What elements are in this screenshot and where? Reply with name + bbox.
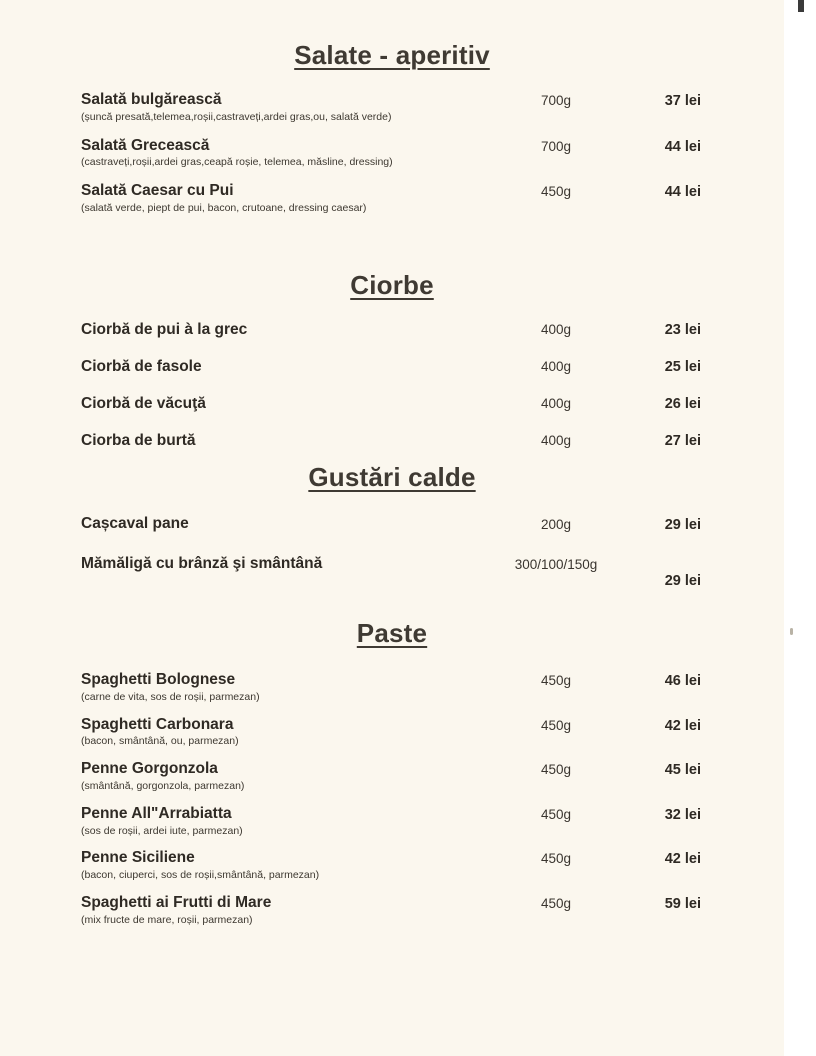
section-items-paste xyxy=(81,671,703,927)
item-name: Mămăligă cu brânză şi smântână xyxy=(81,555,323,572)
menu-item xyxy=(81,716,703,750)
item-description: (bacon, ciuperci, sos de roșii,smântână, parmezan) xyxy=(81,869,320,882)
item-price: 45 lei xyxy=(664,762,701,779)
item-quantity: 450g xyxy=(540,806,572,822)
item-name: Ciorba de burtă xyxy=(81,432,196,449)
item-price: 32 lei xyxy=(664,806,701,823)
item-description: (smântână, gorgonzola, parmezan) xyxy=(81,780,245,792)
item-quantity: 450g xyxy=(540,673,572,688)
item-name: Salată Caesar cu Pui xyxy=(81,182,234,200)
section-title-ciorbe: Ciorbe xyxy=(350,270,434,300)
section-items-salate xyxy=(81,91,703,216)
item-price: 46 lei xyxy=(664,673,701,689)
page-margin xyxy=(784,0,816,1056)
menu-item xyxy=(81,182,703,216)
section-ciorbe xyxy=(0,270,784,469)
item-quantity: 450g xyxy=(540,184,572,200)
item-price: 29 lei xyxy=(664,573,701,589)
item-quantity: 450g xyxy=(540,895,572,911)
item-name: Penne Siciliene xyxy=(81,849,195,867)
item-name: Cașcaval pane xyxy=(81,515,189,532)
item-price: 44 lei xyxy=(664,184,701,201)
item-quantity: 450g xyxy=(540,762,572,778)
item-quantity: 450g xyxy=(540,851,572,867)
menu-item xyxy=(81,395,703,421)
item-price: 59 lei xyxy=(664,895,701,912)
menu-item xyxy=(81,805,703,839)
item-price: 42 lei xyxy=(664,851,701,868)
item-quantity: 400g xyxy=(540,433,572,448)
scan-edge-marker xyxy=(798,0,804,12)
item-description: (bacon, smântână, ou, parmezan) xyxy=(81,735,239,748)
section-title-salate: Salate - aperitiv xyxy=(294,40,490,70)
section-items-gustari-calde xyxy=(81,515,703,589)
scan-edge-tick xyxy=(790,628,793,635)
item-quantity: 400g xyxy=(540,396,572,411)
item-name: Salată bulgărească xyxy=(81,91,222,108)
menu-item xyxy=(81,432,703,458)
item-quantity: 700g xyxy=(540,138,572,154)
item-price: 37 lei xyxy=(664,93,701,109)
item-price: 29 lei xyxy=(664,517,701,533)
item-quantity: 450g xyxy=(540,717,572,733)
menu-item xyxy=(81,515,703,541)
item-name: Spaghetti ai Frutti di Mare xyxy=(81,893,272,911)
menu-item xyxy=(81,358,703,384)
section-paste xyxy=(0,618,784,938)
section-title-paste: Paste xyxy=(356,618,428,648)
item-name: Penne Gorgonzola xyxy=(81,760,218,778)
item-description: (șuncă presată,telemea,roșii,castraveți,ardei gras,ou, salată verde) xyxy=(81,110,392,123)
menu-item xyxy=(81,91,703,125)
item-price: 23 lei xyxy=(664,322,701,338)
menu-item xyxy=(81,555,703,589)
item-price: 25 lei xyxy=(664,359,701,375)
item-description: (carne de vita, sos de roșii, parmezan) xyxy=(81,690,260,703)
menu-item xyxy=(81,894,703,928)
item-name: Spaghetti Carbonara xyxy=(81,715,234,733)
item-quantity: 700g xyxy=(540,93,572,108)
item-price: 44 lei xyxy=(664,138,701,155)
item-price: 26 lei xyxy=(664,396,701,412)
section-title-gustari-calde: Gustări calde xyxy=(308,462,476,492)
item-name: Ciorbă de fasole xyxy=(81,358,202,375)
item-name: Ciorbă de văcuţă xyxy=(81,395,206,412)
menu-item xyxy=(81,671,703,705)
item-description: (mix fructe de mare, roșii, parmezan) xyxy=(81,913,253,926)
item-name: Ciorbă de pui à la grec xyxy=(81,321,248,338)
item-quantity: 400g xyxy=(540,359,572,374)
menu-item xyxy=(81,760,703,794)
item-name: Salată Grecească xyxy=(81,136,210,154)
item-description: (salată verde, piept de pui, bacon, crutoane, dressing caesar) xyxy=(81,202,367,214)
section-gustari-calde xyxy=(0,462,784,603)
item-name: Penne All"Arrabiatta xyxy=(81,804,232,822)
section-items-ciorbe xyxy=(81,321,703,458)
item-price: 42 lei xyxy=(664,717,701,734)
item-name: Spaghetti Bolognese xyxy=(81,671,236,688)
item-quantity: 400g xyxy=(540,322,572,337)
menu-item xyxy=(81,849,703,883)
menu-item xyxy=(81,321,703,347)
section-salate xyxy=(0,40,784,228)
menu-item xyxy=(81,137,703,171)
item-description: (sos de roșii, ardei iute, parmezan) xyxy=(81,824,243,837)
item-quantity: 200g xyxy=(540,517,572,532)
item-description: (castraveți,roșii,ardei gras,ceapă roșie, telemea, măsline, dressing) xyxy=(81,156,393,169)
item-price: 27 lei xyxy=(664,433,701,449)
item-quantity: 300/100/150g xyxy=(514,557,598,572)
